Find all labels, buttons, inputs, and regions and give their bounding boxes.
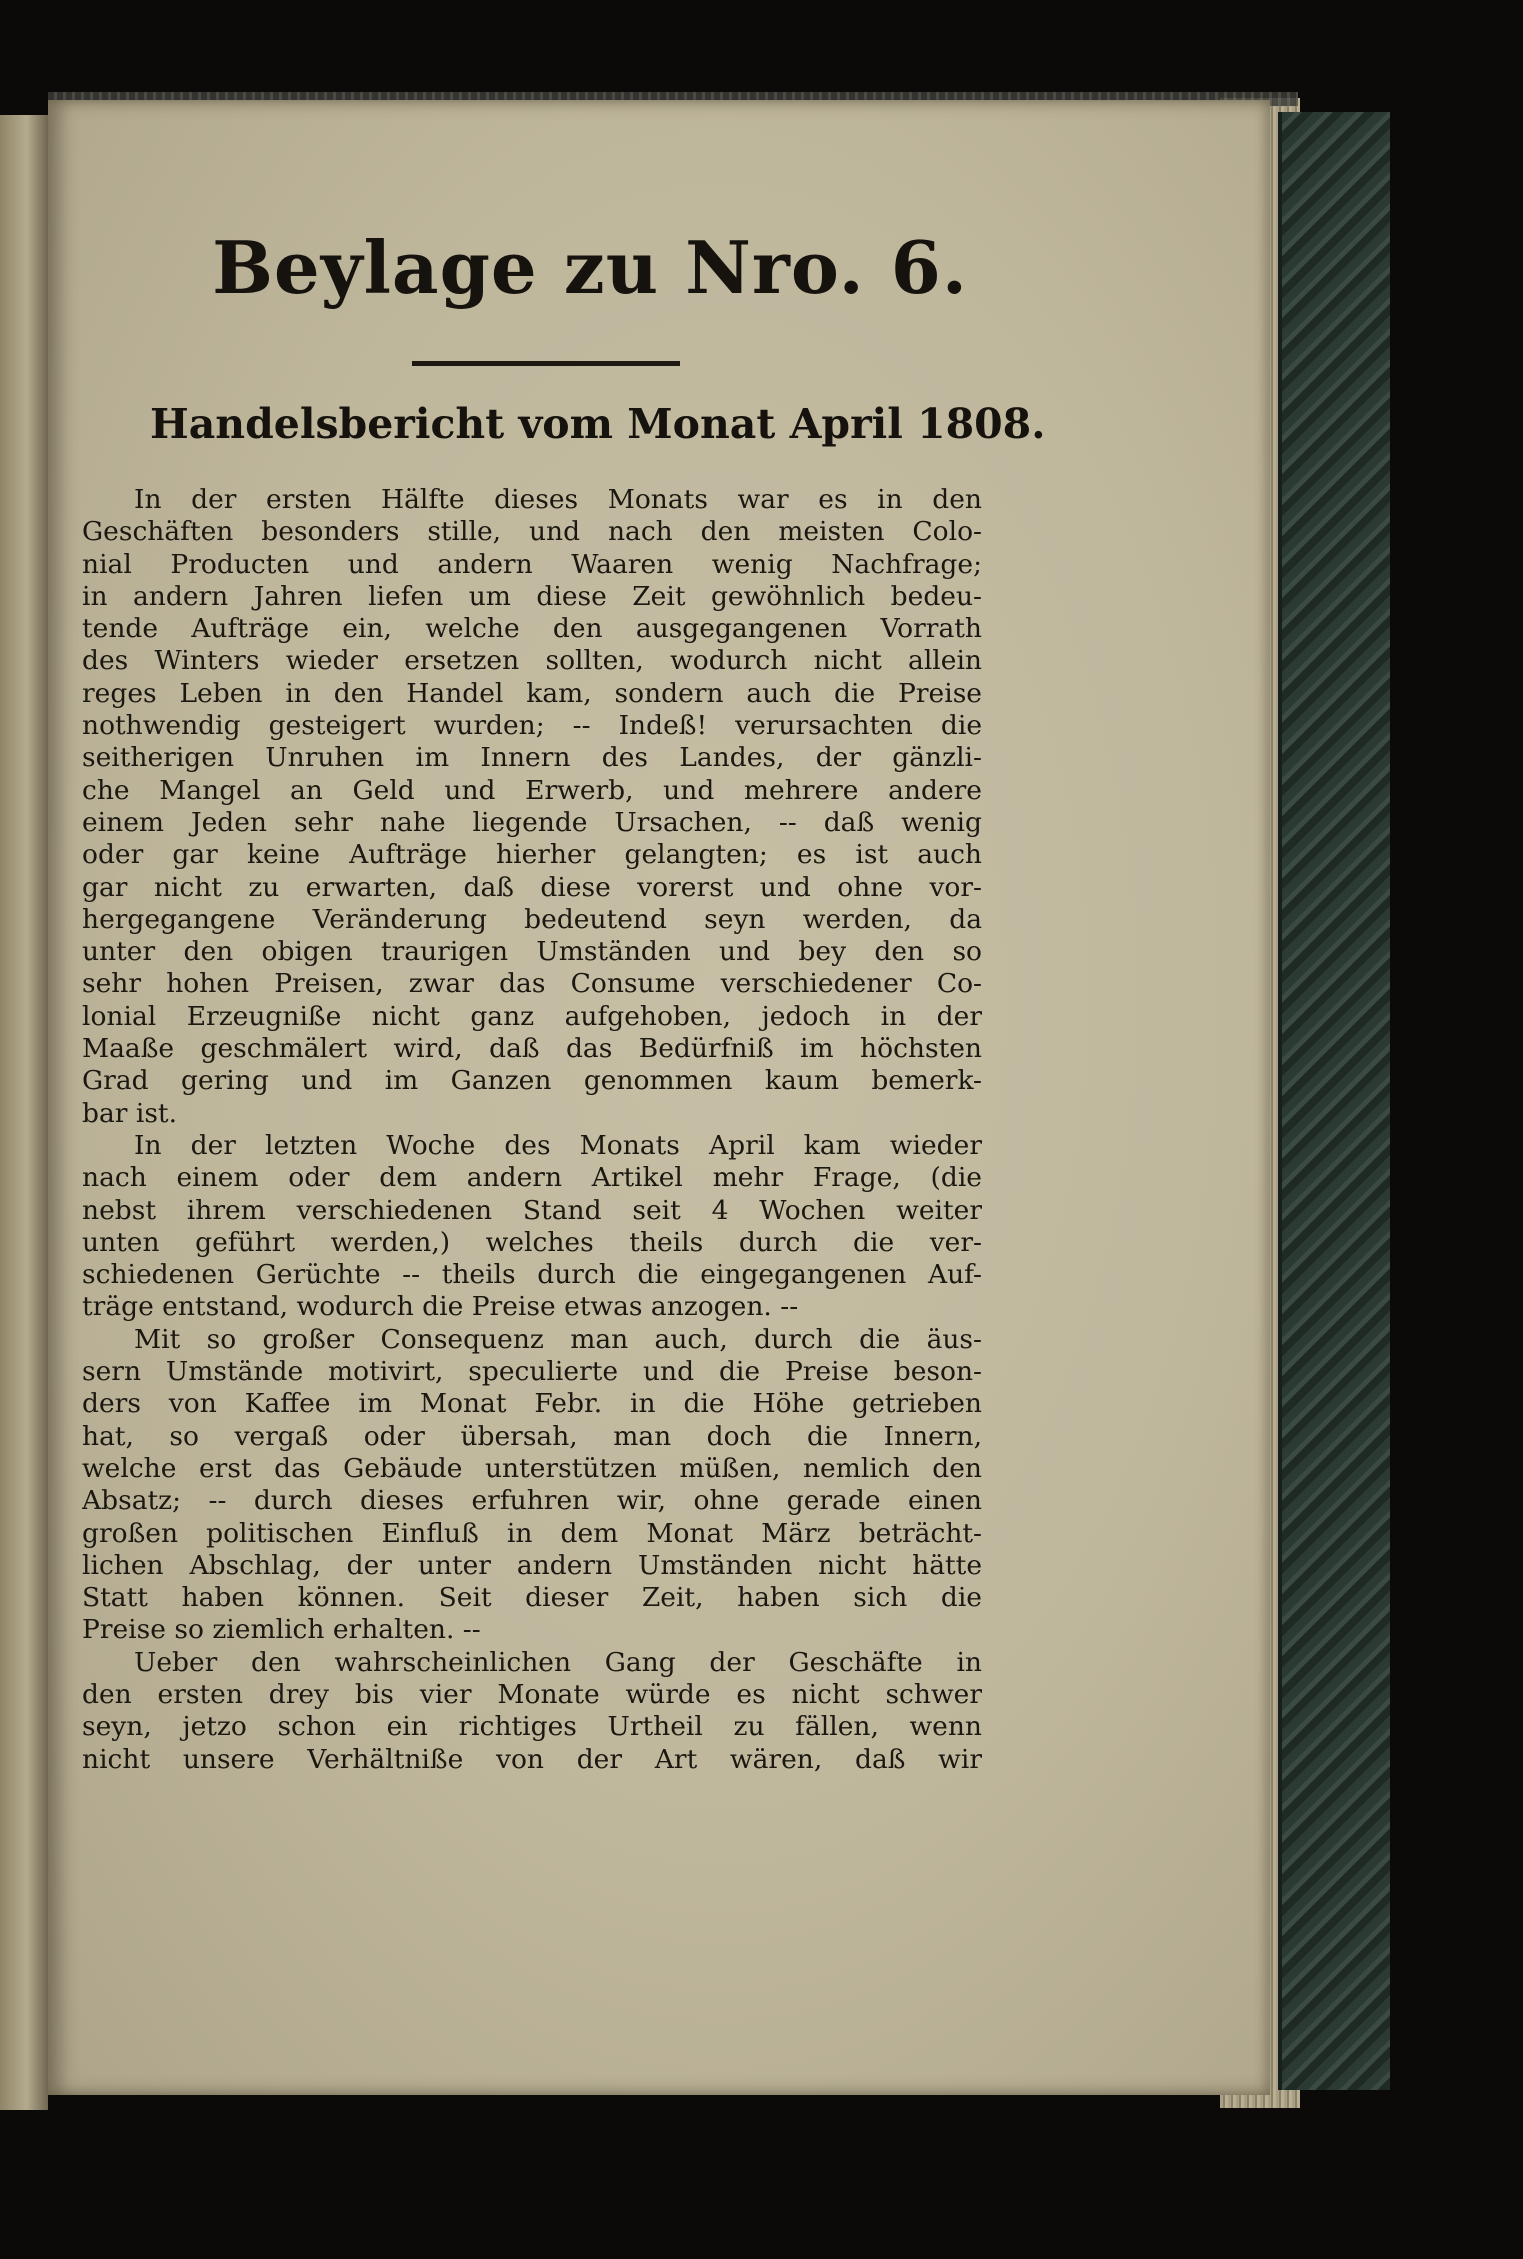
text-line: den ersten drey bis vier Monate würde es nicht schwer	[82, 1678, 982, 1710]
text-line: lonial Erzeugniße nicht ganz aufgehoben, jedoch in der	[82, 1000, 982, 1032]
text-line: Geschäften besonders stille, und nach den meisten Colo-	[82, 516, 982, 548]
previous-page-edge	[0, 115, 48, 2110]
text-line: seyn, jetzo schon ein richtiges Urtheil zu fällen, wenn	[82, 1711, 982, 1743]
text-line: nial Producten und andern Waaren wenig Nachfrage;	[82, 548, 982, 580]
text-line: welche erst das Gebäude unterstützen müßen, nemlich den	[82, 1452, 982, 1484]
text-line: nebst ihrem verschiedenen Stand seit 4 Wochen weiter	[82, 1194, 982, 1226]
text-line: in andern Jahren liefen um diese Zeit gewöhnlich bedeu-	[82, 580, 982, 612]
text-line: lichen Abschlag, der unter andern Umständen nicht hätte	[82, 1549, 982, 1581]
text-line: sern Umstände motivirt, speculierte und die Preise beson-	[82, 1356, 982, 1388]
page-title: Beylage zu Nro. 6.	[212, 225, 968, 310]
text-line: träge entstand, wodurch die Preise etwas anzogen. --	[82, 1291, 799, 1323]
text-line: Statt haben können. Seit dieser Zeit, haben sich die	[82, 1582, 982, 1614]
text-line: schiedenen Gerüchte -- theils durch die eingegangenen Auf-	[82, 1259, 982, 1291]
text-line: Ueber den wahrscheinlichen Gang der Geschäfte in	[134, 1646, 982, 1678]
text-line: In der ersten Hälfte dieses Monats war es in den	[134, 484, 982, 515]
text-line: nicht unsere Verhältniße von der Art wären, daß wir	[82, 1743, 982, 1775]
text-line: In der letzten Woche des Monats April kam wieder	[134, 1129, 982, 1161]
report-heading: Handelsbericht vom Monat April 1808.	[150, 400, 1046, 448]
book-cover	[1278, 112, 1390, 2090]
text-line: großen politischen Einfluß in dem Monat März beträcht-	[82, 1517, 982, 1549]
text-line: nach einem oder dem andern Artikel mehr Frage, (die	[82, 1162, 982, 1194]
text-line: reges Leben in den Handel kam, sondern auch die Preise	[82, 677, 982, 709]
text-line: Mit so großer Consequenz man auch, durch die äus-	[134, 1323, 982, 1355]
text-line: tende Aufträge ein, welche den ausgegangenen Vorrath	[82, 613, 982, 645]
text-line: unter den obigen traurigen Umständen und bey den so	[82, 936, 982, 968]
text-line: einem Jeden sehr nahe liegende Ursachen, -- daß wenig	[82, 806, 982, 838]
text-line: gar nicht zu erwarten, daß diese vorerst und ohne vor-	[82, 871, 982, 903]
text-line: Absatz; -- durch dieses erfuhren wir, ohne gerade einen	[82, 1485, 982, 1517]
text-line: Preise so ziemlich erhalten. --	[82, 1614, 481, 1646]
text-line: oder gar keine Aufträge hierher gelangten; es ist auch	[82, 839, 982, 871]
text-line: nothwendig gesteigert wurden; -- Indeß! verursachten die	[82, 710, 982, 742]
text-line: che Mangel an Geld und Erwerb, und mehrere andere	[82, 774, 982, 806]
title-divider	[412, 361, 680, 366]
text-line: hat, so vergaß oder übersah, man doch die Innern,	[82, 1420, 982, 1452]
report-body	[82, 484, 982, 1776]
text-line: des Winters wieder ersetzen sollten, wodurch nicht allein	[82, 645, 982, 677]
text-line: Grad gering und im Ganzen genommen kaum bemerk-	[82, 1065, 982, 1097]
text-line: seitherigen Unruhen im Innern des Landes, der gänzli-	[82, 742, 982, 774]
text-line: unten geführt werden,) welches theils durch die ver-	[82, 1226, 982, 1258]
text-line: ders von Kaffee im Monat Febr. in die Höhe getrieben	[82, 1388, 982, 1420]
text-line: Maaße geschmälert wird, daß das Bedürfniß im höchsten	[82, 1033, 982, 1065]
text-line: hergegangene Veränderung bedeutend seyn werden, da	[82, 903, 982, 935]
text-line: bar ist.	[82, 1097, 178, 1129]
text-line: sehr hohen Preisen, zwar das Consume verschiedener Co-	[82, 968, 982, 1000]
